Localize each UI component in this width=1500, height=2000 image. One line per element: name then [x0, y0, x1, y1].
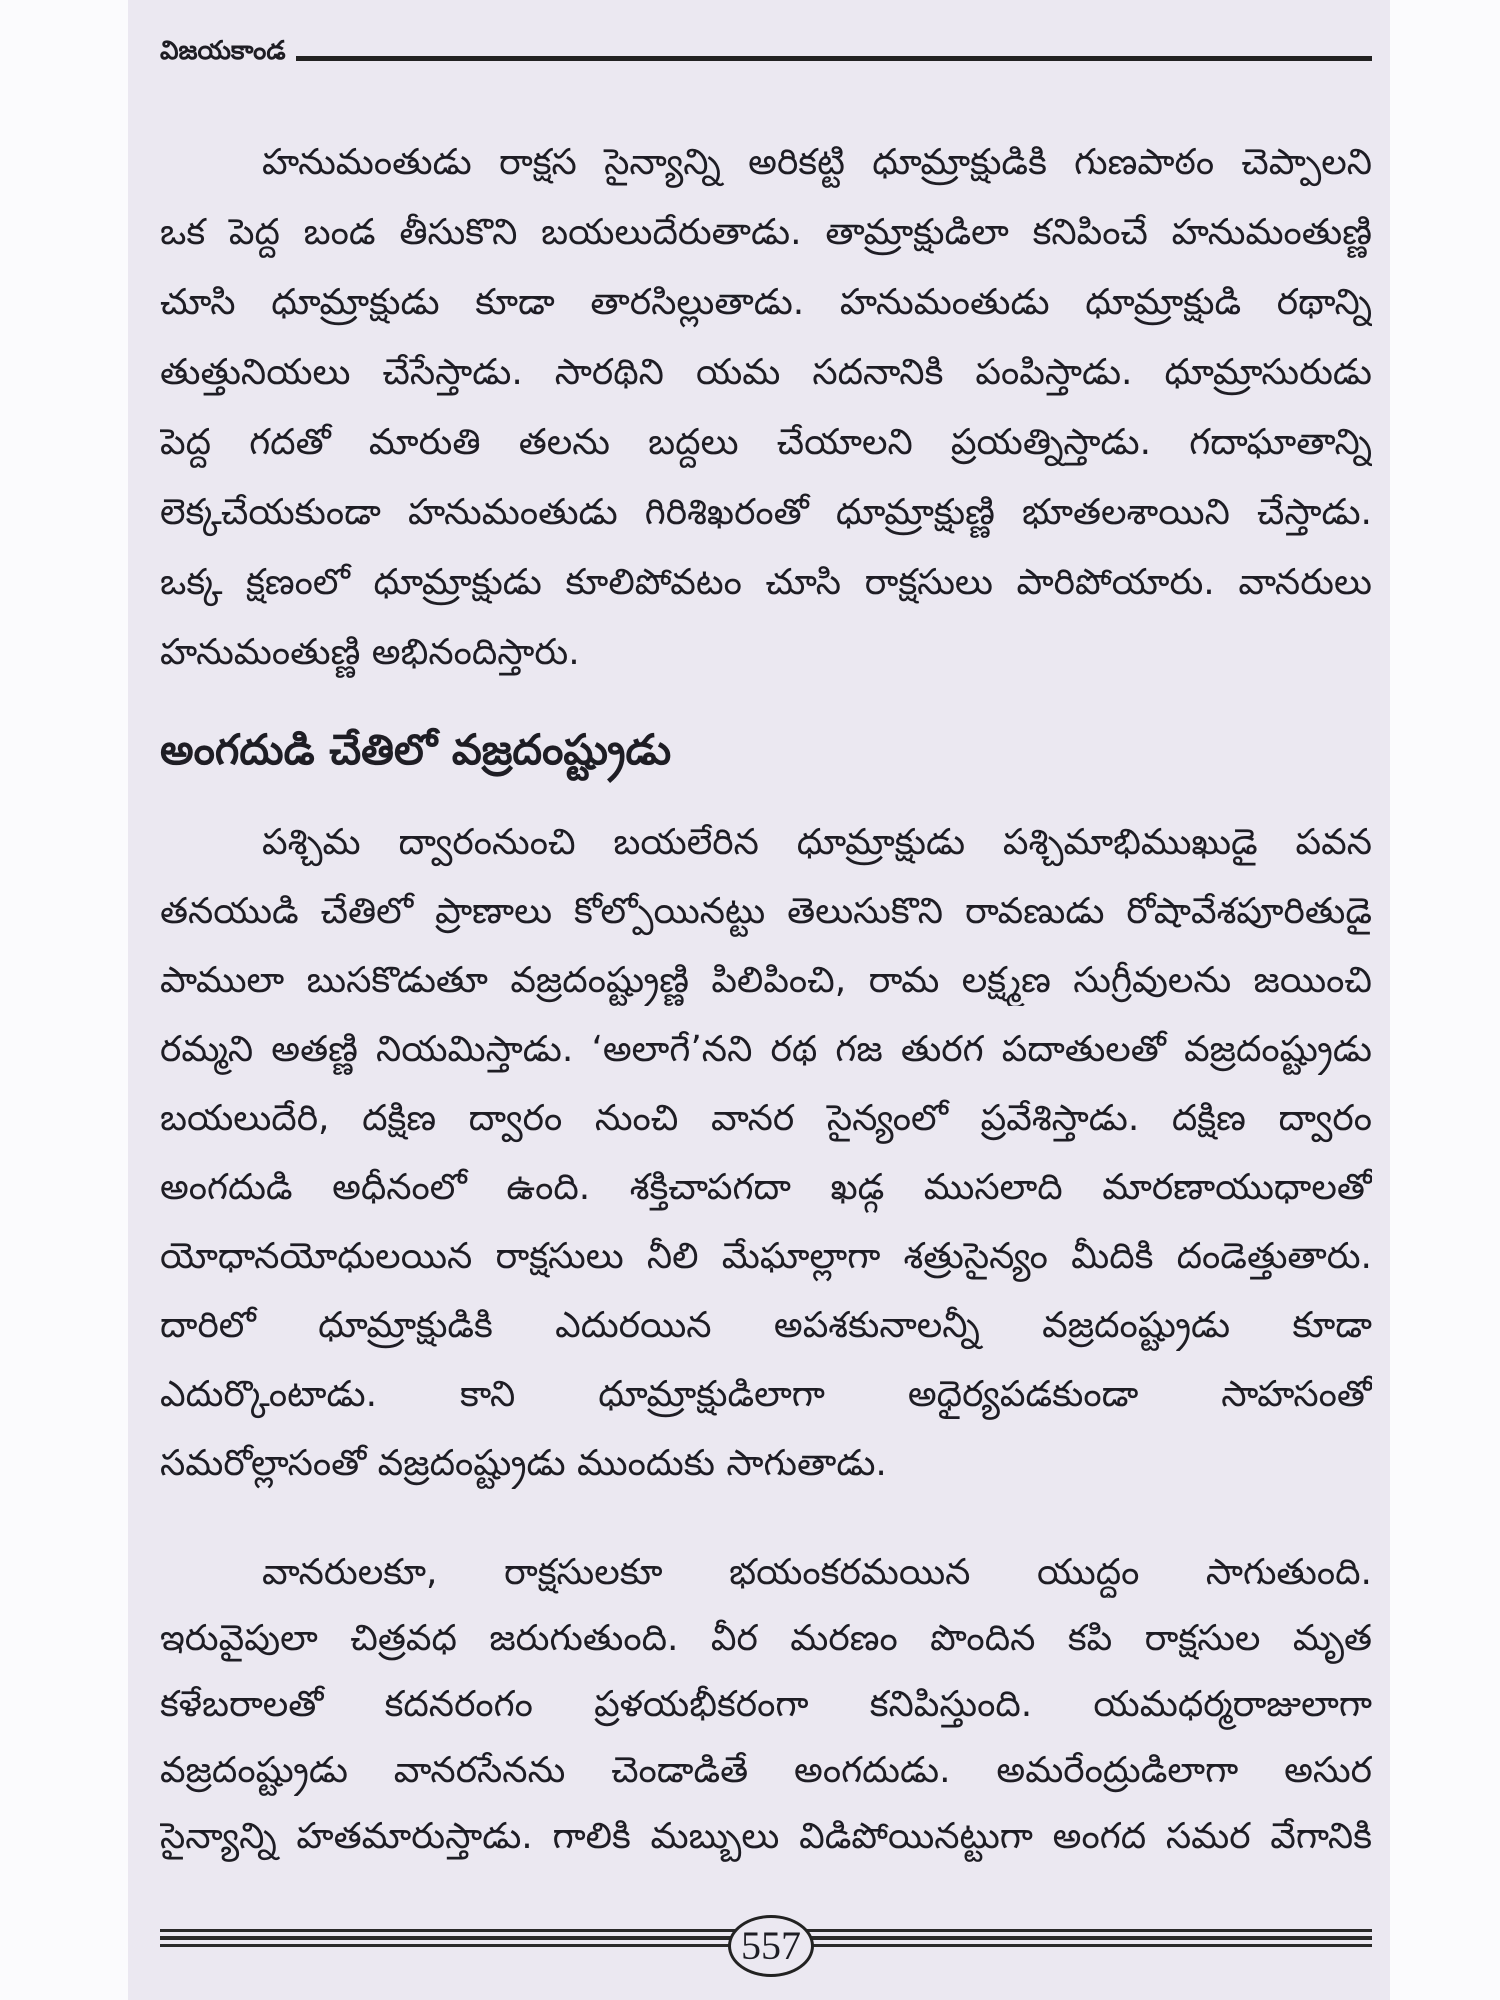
- page-number: 557: [728, 1915, 814, 1977]
- text-line: చూసి ధూమ్రాక్షుడు కూడా తారసిల్లుతాడు. హనుమంతుడు ధూమ్రాక్షుడి రథాన్ని: [160, 282, 1372, 323]
- text-line: హనుమంతుడు రాక్షస సైన్యాన్ని అరికట్టి ధూమ్రాక్షుడికి గుణపాఠం చెప్పాలని: [262, 142, 1372, 183]
- text-line: కళేబరాలతో కదనరంగం ప్రళయభీకరంగా కనిపిస్తుంది. యమధర్మరాజులాగా: [160, 1684, 1372, 1725]
- text-line: యోధానయోధులయిన రాక్షసులు నీలి మేఘాల్లాగా శత్రుసైన్యం మీదికి దండెత్తుతారు.: [160, 1236, 1372, 1277]
- text-line: దారిలో ధూమ్రాక్షుడికి ఎదురయిన అపశకునాలన్నీ వజ్రదంష్ట్రుడు కూడా: [160, 1305, 1372, 1346]
- text-line: ఒక్క క్షణంలో ధూమ్రాక్షుడు కూలిపోవటం చూసి రాక్షసులు పారిపోయారు. వానరులు: [160, 562, 1372, 603]
- running-header: [160, 34, 1372, 74]
- text-line: పెద్ద గదతో మారుతి తలను బద్దలు చేయాలని ప్రయత్నిస్తాడు. గదాఘాతాన్ని: [160, 422, 1372, 463]
- text-line: హనుమంతుణ్ణి అభినందిస్తారు.: [160, 632, 580, 673]
- text-line: రమ్మని అతణ్ణి నియమిస్తాడు. ‘అలాగే’నని రథ గజ తురగ పదాతులతో వజ్రదంష్ట్రుడు: [160, 1029, 1372, 1070]
- text-line: వానరులకూ, రాక్షసులకూ భయంకరమయిన యుద్ధం సాగుతుంది.: [262, 1552, 1372, 1593]
- text-line: పాములా బుసకొడుతూ వజ్రదంష్ట్రుణ్ణి పిలిపించి, రామ లక్ష్మణ సుగ్రీవులను జయించి: [160, 960, 1372, 1001]
- running-title: విజయకాండ: [160, 36, 286, 66]
- text-line: ఎదుర్కొంటాడు. కాని ధూమ్రాక్షుడిలాగా అధైర్యపడకుండా సాహసంతో: [160, 1374, 1372, 1415]
- header-rule: [296, 56, 1372, 61]
- text-line: వజ్రదంష్ట్రుడు వానరసేనను చెండాడితే అంగదుడు. అమరేంద్రుడిలాగా అసుర: [160, 1750, 1372, 1791]
- text-line: ఇరువైపులా చిత్రవధ జరుగుతుంది. వీర మరణం పొందిన కపి రాక్షసుల మృత: [160, 1618, 1372, 1659]
- text-line: అంగదుడి అధీనంలో ఉంది. శక్తిచాపగదా ఖడ్గ ముసలాది మారణాయుధాలతో: [160, 1167, 1372, 1208]
- text-line: తనయుడి చేతిలో ప్రాణాలు కోల్పోయినట్టు తెలుసుకొని రావణుడు రోషావేశపూరితుడై: [160, 891, 1372, 932]
- text-line: ఒక పెద్ద బండ తీసుకొని బయలుదేరుతాడు. తామ్రాక్షుడిలా కనిపించే హనుమంతుణ్ణి: [160, 212, 1372, 253]
- text-line: సమరోల్లాసంతో వజ్రదంష్ట్రుడు ముందుకు సాగుతాడు.: [160, 1443, 887, 1484]
- text-line: పశ్చిమ ద్వారంనుంచి బయలేరిన ధూమ్రాక్షుడు పశ్చిమాభిముఖుడై పవన: [262, 822, 1372, 863]
- text-line: లెక్కచేయకుండా హనుమంతుడు గిరిశిఖరంతో ధూమ్రాక్షుణ్ణి భూతలశాయిని చేస్తాడు.: [160, 492, 1372, 533]
- text-line: తుత్తునియలు చేసేస్తాడు. సారథిని యమ సదనానికి పంపిస్తాడు. ధూమ్రాసురుడు: [160, 352, 1372, 393]
- text-line: బయలుదేరి, దక్షిణ ద్వారం నుంచి వానర సైన్యంలో ప్రవేశిస్తాడు. దక్షిణ ద్వారం: [160, 1098, 1372, 1139]
- text-line: సైన్యాన్ని హతమారుస్తాడు. గాలికి మబ్బులు విడిపోయినట్టుగా అంగద సమర వేగానికి: [160, 1816, 1372, 1857]
- page-footer: [160, 1915, 1372, 1971]
- section-heading: అంగదుడి చేతిలో వజ్రదంష్ట్రుడు: [160, 725, 672, 774]
